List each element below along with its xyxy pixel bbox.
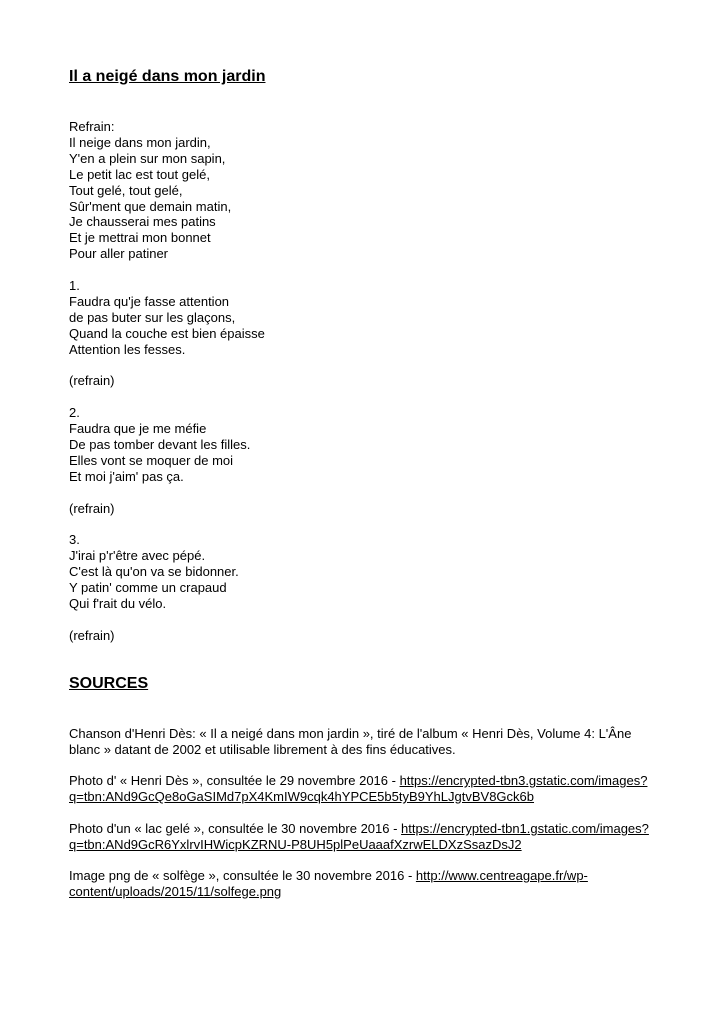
lyric-line: Elles vont se moquer de moi <box>69 452 234 468</box>
lyric-line: Pour aller patiner <box>69 246 168 262</box>
lyric-line: Il neige dans mon jardin, <box>69 134 211 150</box>
lyric-line: Le petit lac est tout gelé, <box>69 166 210 182</box>
lyric-line: De pas tomber devant les filles. <box>69 437 251 453</box>
lyric-line: Sûr'ment que demain matin, <box>69 198 232 214</box>
source-entry-song <box>69 726 659 758</box>
song-title: Il a neigé dans mon jardin <box>69 68 266 85</box>
source-text: Image png de « solfège », consultée le 30 novembre 2016 - <box>69 868 416 883</box>
lyrics-block <box>69 119 265 644</box>
lyric-line: Et moi j'aim' pas ça. <box>69 468 184 484</box>
lyric-line: Je chausserai mes patins <box>69 214 216 230</box>
verse-number: 1. <box>69 278 80 294</box>
sources-heading: SOURCES <box>69 675 149 692</box>
lyric-line: C'est là qu'on va se bidonner. <box>69 564 239 580</box>
blank-line <box>69 612 265 628</box>
source-entry-photo-lac-gele <box>69 821 659 853</box>
source-entry-image-solfege <box>69 868 659 900</box>
lyric-line: Et je mettrai mon bonnet <box>69 230 211 246</box>
blank-line <box>69 262 265 278</box>
source-link[interactable]: https://encrypted-tbn3.gstatic.com/images?q=tbn:ANd9GcQe8oGaSIMd7pX4KmIW9cqk4hYPCE5b5tyB9YhLJgtvBV8Gck6b <box>69 773 648 804</box>
lyric-line: Faudra qu'je fasse attention <box>69 293 230 309</box>
blank-line <box>69 389 265 405</box>
lyric-line: J'irai p'r'être avec pépé. <box>69 548 206 564</box>
source-text: Chanson d'Henri Dès: « Il a neigé dans mon jardin », tiré de l'album « Henri Dès, Volume 4: L'Âne blanc » datant de 2002 et utilisable librement à des fins éducatives. <box>69 726 632 757</box>
lyric-line: Y patin' comme un crapaud <box>69 580 227 596</box>
blank-line <box>69 485 265 501</box>
refrain-marker: (refrain) <box>69 373 115 389</box>
lyric-line: Tout gelé, tout gelé, <box>69 182 183 198</box>
lyric-line: Y'en a plein sur mon sapin, <box>69 150 226 166</box>
verse-number: 2. <box>69 405 80 421</box>
lyric-line: Refrain: <box>69 119 115 134</box>
lyric-line: Quand la couche est bien épaisse <box>69 325 265 341</box>
source-link[interactable]: https://encrypted-tbn1.gstatic.com/images?q=tbn:ANd9GcR6YxlrvIHWicpKZRNU-P8UH5plPeUaaafXzrwELDXzSsazDsJ2 <box>69 821 649 852</box>
refrain-marker: (refrain) <box>69 500 115 516</box>
refrain-marker: (refrain) <box>69 627 115 643</box>
source-text: Photo d' « Henri Dès », consultée le 29 novembre 2016 - <box>69 773 400 788</box>
source-text: Photo d'un « lac gelé », consultée le 30 novembre 2016 - <box>69 821 402 836</box>
blank-line <box>69 517 265 533</box>
source-entry-photo-henri-des <box>69 773 659 805</box>
lyric-line: de pas buter sur les glaçons, <box>69 309 236 325</box>
source-link[interactable]: http://www.centreagape.fr/wp-content/uploads/2015/11/solfege.png <box>69 868 588 899</box>
lyric-line: Faudra que je me méfie <box>69 421 207 437</box>
verse-number: 3. <box>69 532 80 548</box>
lyric-line: Attention les fesses. <box>69 341 186 357</box>
lyric-line: Qui f'rait du vélo. <box>69 596 167 612</box>
blank-line <box>69 358 265 374</box>
